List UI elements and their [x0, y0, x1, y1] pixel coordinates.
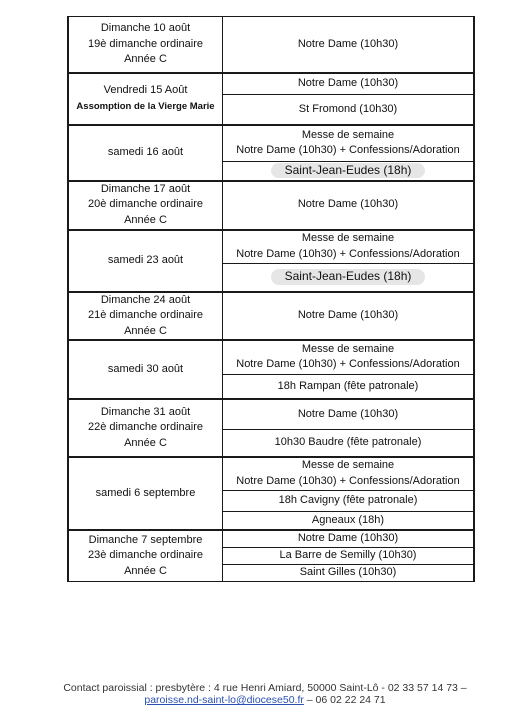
date-cell — [68, 292, 223, 341]
contact-email-phone — [0, 694, 530, 706]
schedule-row — [68, 399, 474, 429]
service-line: Messe de semaine — [301, 232, 395, 245]
service-line: St Fromond (10h30) — [298, 102, 398, 115]
service-cell — [223, 511, 475, 530]
date-line: Année C — [124, 436, 167, 449]
schedule-group — [68, 125, 474, 181]
date-line: samedi 16 août — [107, 145, 184, 158]
schedule-group — [68, 292, 474, 341]
schedule-group — [68, 17, 474, 73]
date-line: 19è dimanche ordinaire — [88, 37, 203, 50]
date-line: 22è dimanche ordinaire — [88, 421, 203, 434]
date-line: Année C — [124, 53, 167, 65]
date-line: 21è dimanche ordinaire — [88, 309, 203, 321]
service-cell — [223, 73, 475, 95]
date-line: Vendredi 15 Août — [103, 84, 188, 96]
schedule-row — [68, 530, 474, 547]
schedule-group — [68, 181, 474, 230]
date-cell — [68, 181, 223, 230]
contact-phone: – 06 02 22 24 71 — [303, 694, 386, 706]
date-cell — [68, 17, 223, 73]
date-line: Dimanche 17 août — [100, 182, 191, 195]
highlighted-service: Saint-Jean-Eudes (18h) — [271, 163, 426, 179]
contact-email-link[interactable]: paroisse.nd-saint-lo@diocese50.fr — [144, 694, 304, 706]
date-line: samedi 30 août — [107, 362, 184, 375]
service-line: Notre Dame (10h30) + Confessions/Adoration — [236, 144, 460, 157]
service-cell — [223, 530, 475, 547]
service-cell — [223, 162, 475, 181]
service-line: 18h Rampan (fête patronale) — [277, 379, 419, 392]
service-cell — [223, 374, 475, 399]
service-line: Notre Dame (10h30) — [297, 309, 399, 321]
schedule-row — [68, 181, 474, 230]
service-cell — [223, 17, 475, 73]
schedule-group — [68, 230, 474, 292]
service-line: 10h30 Baudre (fête patronale) — [274, 436, 422, 448]
schedule-row — [68, 17, 474, 73]
date-cell — [68, 125, 223, 181]
service-line: Notre Dame (10h30) + Confessions/Adoration — [236, 358, 460, 371]
service-cell — [223, 181, 475, 230]
service-cell — [223, 429, 475, 457]
schedule-row — [68, 73, 474, 95]
highlighted-service: Saint-Jean-Eudes (18h) — [271, 269, 426, 285]
service-cell — [223, 264, 475, 292]
date-line: samedi 6 septembre — [95, 486, 196, 499]
feast-name: Assomption de la Vierge Marie — [76, 100, 215, 112]
service-line: Notre Dame (10h30) + Confessions/Adoration — [236, 474, 460, 487]
service-cell — [223, 340, 475, 374]
service-line: Messe de semaine — [301, 128, 395, 141]
service-line: Agneaux (18h) — [311, 513, 385, 526]
service-cell — [223, 490, 475, 511]
service-cell — [223, 564, 475, 581]
schedule-row — [68, 340, 474, 374]
service-cell — [223, 95, 475, 125]
schedule-row — [68, 457, 474, 490]
date-line: Dimanche 24 août — [100, 293, 191, 306]
date-cell — [68, 230, 223, 292]
service-line: Notre Dame (10h30) — [297, 407, 399, 420]
service-line: La Barre de Semilly (10h30) — [279, 548, 417, 561]
schedule-group — [68, 399, 474, 457]
schedule-group — [68, 457, 474, 530]
service-line: Notre Dame (10h30) — [297, 532, 399, 544]
schedule-group — [68, 340, 474, 399]
service-cell — [223, 457, 475, 490]
contact-address: Contact paroissial : presbytère : 4 rue Henri Amiard, 50000 Saint-Lô - 02 33 57 14 73 – — [63, 682, 467, 694]
schedule-row — [68, 125, 474, 162]
service-line: Notre Dame (10h30) — [297, 77, 399, 89]
service-cell — [223, 547, 475, 564]
mass-schedule-table — [67, 16, 475, 582]
service-line: Notre Dame (10h30) — [297, 37, 399, 50]
service-line: Saint Gilles (10h30) — [299, 565, 397, 578]
date-line: 23è dimanche ordinaire — [88, 549, 203, 561]
service-line: Messe de semaine — [301, 459, 395, 472]
date-line: Dimanche 31 août — [100, 405, 191, 418]
date-line: samedi 23 août — [107, 253, 184, 266]
service-line: Messe de semaine — [301, 342, 395, 355]
schedule-group — [68, 73, 474, 125]
service-cell — [223, 292, 475, 341]
date-line: 20è dimanche ordinaire — [88, 198, 203, 211]
contact-footer — [0, 682, 530, 706]
date-cell — [68, 73, 223, 125]
date-line: Dimanche 10 août — [100, 22, 191, 34]
date-line: Dimanche 7 septembre — [88, 533, 203, 546]
service-cell — [223, 125, 475, 162]
service-line: Notre Dame (10h30) — [297, 198, 399, 211]
date-cell — [68, 399, 223, 457]
date-line: Année C — [124, 213, 167, 226]
schedule-row — [68, 292, 474, 341]
date-cell — [68, 457, 223, 530]
date-cell — [68, 340, 223, 399]
service-line: 18h Cavigny (fête patronale) — [278, 493, 418, 506]
service-line: Notre Dame (10h30) + Confessions/Adoration — [236, 247, 460, 260]
date-line: Année C — [124, 564, 167, 577]
schedule-row — [68, 230, 474, 264]
schedule-group — [68, 530, 474, 581]
service-cell — [223, 399, 475, 429]
date-line: Année C — [124, 324, 167, 337]
service-cell — [223, 230, 475, 264]
date-cell — [68, 530, 223, 581]
